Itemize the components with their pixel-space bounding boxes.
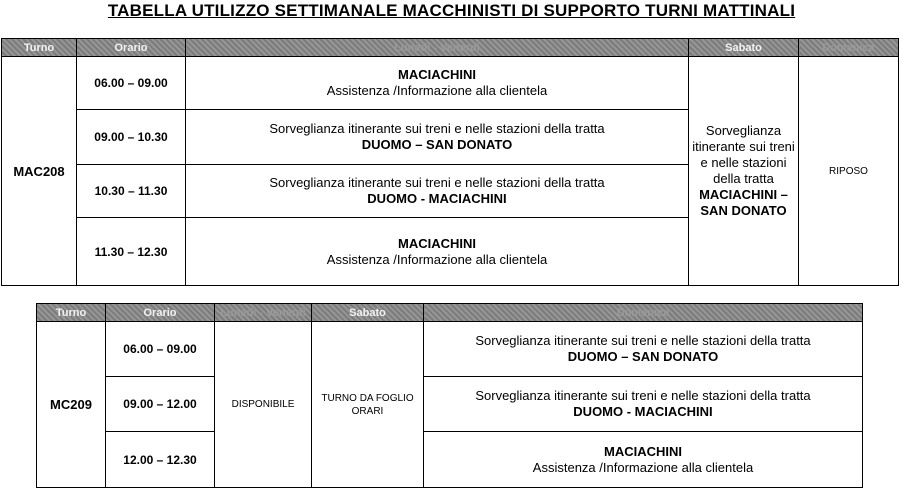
header-sabato: Sabato bbox=[312, 304, 424, 322]
activity-cell bbox=[186, 218, 689, 286]
activity-description: Sorveglianza itinerante sui treni e nelle stazioni della tratta bbox=[475, 388, 811, 403]
domenica-cell: RIPOSO bbox=[799, 57, 899, 286]
activity-description: Sorveglianza itinerante sui treni e nelle stazioni della tratta bbox=[269, 175, 605, 190]
header-lun-ven: Lunedì - Venerdì bbox=[186, 39, 689, 57]
activity-cell bbox=[186, 57, 689, 110]
activity-location: MACIACHINI bbox=[398, 235, 476, 251]
orario-cell: 09.00 – 10.30 bbox=[77, 110, 186, 165]
orario-cell: 06.00 – 09.00 bbox=[77, 57, 186, 110]
activity-description: Assistenza /Informazione alla clientela bbox=[326, 83, 548, 98]
table-mac208 bbox=[1, 38, 899, 286]
activity-route: DUOMO - MACIACHINI bbox=[367, 191, 507, 206]
activity-description: Assistenza /Informazione alla clientela bbox=[532, 459, 754, 475]
table-row bbox=[37, 377, 863, 432]
table-row bbox=[37, 432, 863, 488]
activity-route: DUOMO - MACIACHINI bbox=[573, 404, 713, 419]
orario-cell: 12.00 – 12.30 bbox=[106, 432, 215, 488]
orario-cell: 11.30 – 12.30 bbox=[77, 218, 186, 286]
header-orario: Orario bbox=[106, 304, 215, 322]
sabato-route: MACIACHINI – SAN DONATO bbox=[699, 187, 788, 218]
table-header-row bbox=[2, 39, 899, 57]
table-header-row bbox=[37, 304, 863, 322]
activity-location: MACIACHINI bbox=[398, 67, 476, 82]
activity-description: Assistenza /Informazione alla clientela bbox=[326, 251, 548, 267]
sabato-description: Sorveglianza itinerante sui treni e nelle stazioni della tratta bbox=[692, 123, 795, 186]
orario-cell: 09.00 – 12.00 bbox=[106, 377, 215, 432]
sabato-cell bbox=[689, 57, 799, 286]
activity-description: Sorveglianza itinerante sui treni e nelle stazioni della tratta bbox=[475, 333, 811, 348]
header-domenica: Domenica bbox=[424, 304, 863, 322]
orario-cell: 06.00 – 09.00 bbox=[106, 322, 215, 377]
header-turno: Turno bbox=[37, 304, 106, 322]
activity-cell bbox=[186, 110, 689, 165]
activity-route: DUOMO – SAN DONATO bbox=[361, 137, 513, 152]
lun-ven-cell: DISPONIBILE bbox=[215, 322, 312, 488]
sabato-cell: TURNO DA FOGLIO ORARI bbox=[312, 322, 424, 488]
activity-description: Sorveglianza itinerante sui treni e nelle stazioni della tratta bbox=[269, 121, 605, 136]
table-row bbox=[2, 57, 899, 110]
header-turno: Turno bbox=[2, 39, 77, 57]
activity-cell bbox=[424, 322, 863, 377]
header-orario: Orario bbox=[77, 39, 186, 57]
table-mc209 bbox=[36, 303, 863, 488]
activity-cell bbox=[424, 377, 863, 432]
activity-route: DUOMO – SAN DONATO bbox=[567, 349, 719, 364]
activity-location: MACIACHINI bbox=[604, 443, 682, 459]
header-lun-ven: Lunedì - Venerdì bbox=[215, 304, 312, 322]
table-row bbox=[37, 322, 863, 377]
header-sabato: Sabato bbox=[689, 39, 799, 57]
orario-cell: 10.30 – 11.30 bbox=[77, 165, 186, 218]
header-domenica: Domenica bbox=[799, 39, 899, 57]
document-title: TABELLA UTILIZZO SETTIMANALE MACCHINISTI DI SUPPORTO TURNI MATTINALI bbox=[107, 1, 796, 20]
turno-cell: MC209 bbox=[37, 322, 106, 488]
turno-cell: MAC208 bbox=[2, 57, 77, 286]
activity-cell bbox=[186, 165, 689, 218]
activity-cell bbox=[424, 432, 863, 488]
